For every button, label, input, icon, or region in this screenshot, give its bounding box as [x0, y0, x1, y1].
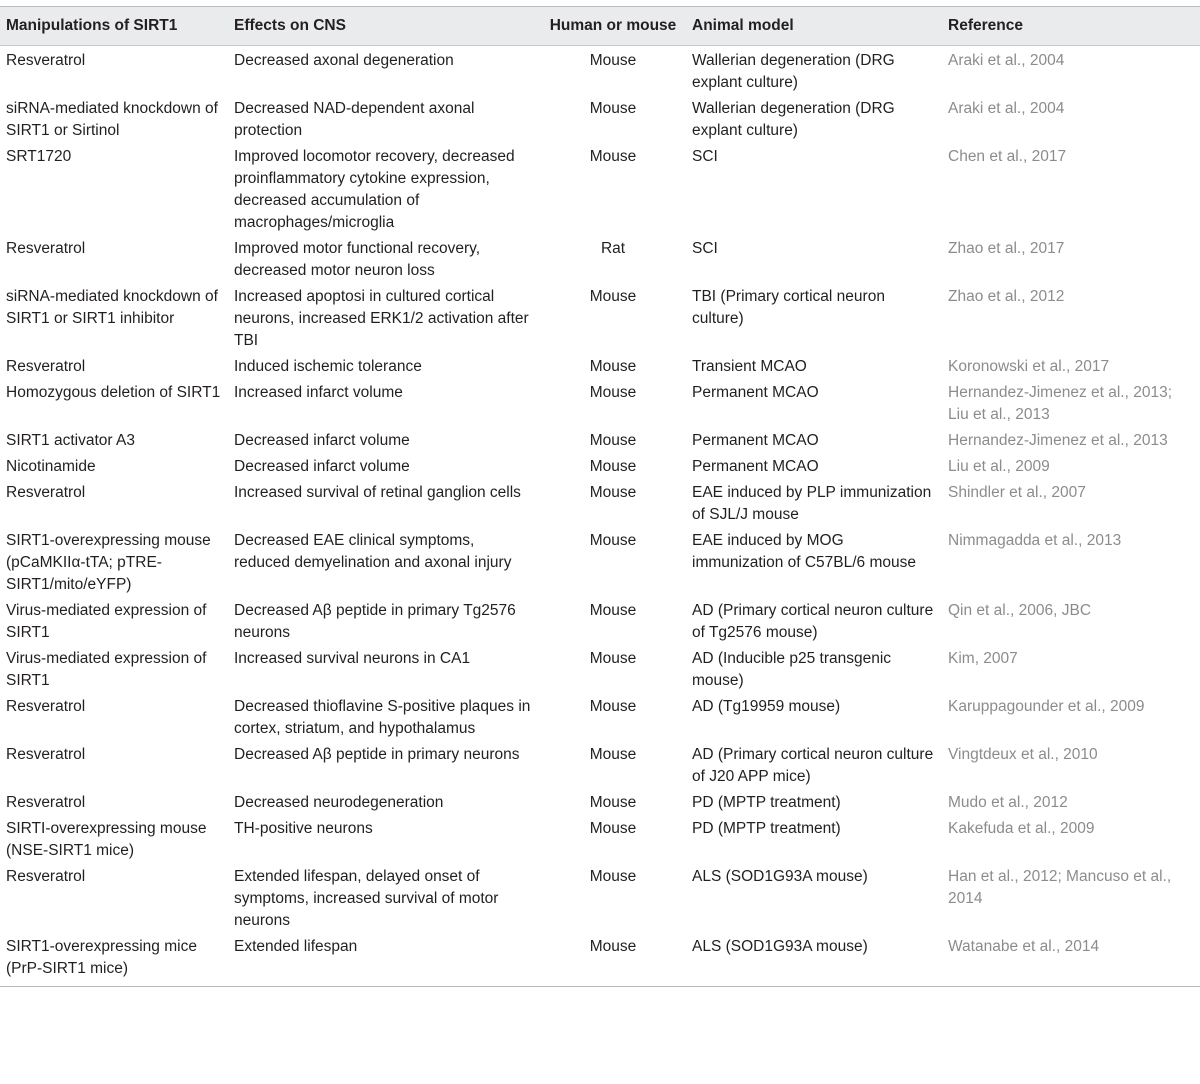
- cell-reference[interactable]: Liu et al., 2009: [948, 458, 1050, 475]
- cell-animal-model: AD (Primary cortical neuron culture of J20 APP mice): [692, 746, 934, 785]
- cell-species: Mouse: [589, 148, 637, 165]
- cell-manipulation: Resveratrol: [6, 868, 86, 885]
- cell-effect: Extended lifespan: [234, 938, 358, 955]
- cell-effect: Decreased Aβ peptide in primary neurons: [234, 746, 520, 763]
- header-species: Human or mouse: [540, 7, 686, 46]
- cell-effect: Decreased infarct volume: [234, 432, 410, 449]
- cell-animal-model: Wallerian degeneration (DRG explant culture): [692, 52, 895, 91]
- cell-animal-model: ALS (SOD1G93A mouse): [692, 868, 868, 885]
- cell-manipulation: Resveratrol: [6, 484, 86, 501]
- cell-species: Mouse: [589, 432, 637, 449]
- cell-species: Rat: [600, 240, 626, 257]
- sirt1-table-container: [0, 6, 1200, 987]
- cell-manipulation: SIRT1 activator A3: [6, 432, 135, 449]
- table-row: [0, 788, 1200, 814]
- header-row: [0, 7, 1200, 46]
- cell-animal-model: Wallerian degeneration (DRG explant culture): [692, 100, 895, 139]
- cell-manipulation: SIRTI-overexpressing mouse (NSE-SIRT1 mice): [6, 820, 207, 859]
- cell-reference[interactable]: Hernandez-Jimenez et al., 2013: [948, 432, 1168, 449]
- cell-species: Mouse: [589, 384, 637, 401]
- cell-effect: Increased survival neurons in CA1: [234, 650, 471, 667]
- header-effects: Effects on CNS: [228, 7, 540, 46]
- cell-reference[interactable]: Qin et al., 2006, JBC: [948, 602, 1092, 619]
- table-row: [0, 426, 1200, 452]
- cell-manipulation: siRNA-mediated knockdown of SIRT1 or SIRT1 inhibitor: [6, 288, 218, 327]
- header-manipulations: Manipulations of SIRT1: [0, 7, 228, 46]
- cell-effect: Decreased axonal degeneration: [234, 52, 454, 69]
- cell-animal-model: EAE induced by PLP immunization of SJL/J mouse: [692, 484, 932, 523]
- cell-manipulation: Virus-mediated expression of SIRT1: [6, 650, 207, 689]
- table-row: [0, 862, 1200, 932]
- sirt1-manipulations-table: [0, 6, 1200, 986]
- cell-reference[interactable]: Mudo et al., 2012: [948, 794, 1068, 811]
- cell-animal-model: AD (Tg19959 mouse): [692, 698, 841, 715]
- cell-effect: Induced ischemic tolerance: [234, 358, 422, 375]
- cell-reference[interactable]: Watanabe et al., 2014: [948, 938, 1100, 955]
- cell-species: Mouse: [589, 484, 637, 501]
- cell-manipulation: Resveratrol: [6, 746, 86, 763]
- cell-reference[interactable]: Zhao et al., 2012: [948, 288, 1065, 305]
- cell-manipulation: Homozygous deletion of SIRT1: [6, 384, 221, 401]
- cell-effect: Increased survival of retinal ganglion cells: [234, 484, 521, 501]
- cell-manipulation: Resveratrol: [6, 52, 86, 69]
- cell-species: Mouse: [589, 746, 637, 763]
- cell-reference[interactable]: Han et al., 2012; Mancuso et al., 2014: [948, 868, 1172, 907]
- cell-reference[interactable]: Araki et al., 2004: [948, 100, 1065, 117]
- cell-reference[interactable]: Karuppagounder et al., 2009: [948, 698, 1145, 715]
- table-row: [0, 740, 1200, 788]
- cell-reference[interactable]: Vingtdeux et al., 2010: [948, 746, 1098, 763]
- cell-animal-model: ALS (SOD1G93A mouse): [692, 938, 868, 955]
- cell-effect: Extended lifespan, delayed onset of symptoms, increased survival of motor neurons: [234, 868, 499, 929]
- table-row: [0, 234, 1200, 282]
- table-row: [0, 692, 1200, 740]
- cell-reference[interactable]: Koronowski et al., 2017: [948, 358, 1110, 375]
- cell-effect: Improved motor functional recovery, decreased motor neuron loss: [234, 240, 481, 279]
- cell-species: Mouse: [589, 100, 637, 117]
- cell-species: Mouse: [589, 650, 637, 667]
- cell-animal-model: PD (MPTP treatment): [692, 820, 841, 837]
- cell-reference[interactable]: Shindler et al., 2007: [948, 484, 1086, 501]
- cell-species: Mouse: [589, 288, 637, 305]
- cell-manipulation: Virus-mediated expression of SIRT1: [6, 602, 207, 641]
- cell-species: Mouse: [589, 358, 637, 375]
- table-row: [0, 378, 1200, 426]
- cell-effect: Increased infarct volume: [234, 384, 403, 401]
- cell-animal-model: SCI: [692, 240, 718, 257]
- cell-effect: Decreased NAD-dependent axonal protection: [234, 100, 475, 139]
- cell-effect: Decreased neurodegeneration: [234, 794, 444, 811]
- header-reference: Reference: [942, 7, 1200, 46]
- cell-animal-model: TBI (Primary cortical neuron culture): [692, 288, 885, 327]
- cell-effect: Decreased thioflavine S-positive plaques in cortex, striatum, and hypothalamus: [234, 698, 531, 737]
- cell-manipulation: Resveratrol: [6, 240, 86, 257]
- cell-effect: Decreased Aβ peptide in primary Tg2576 neurons: [234, 602, 516, 641]
- table-row: [0, 814, 1200, 862]
- cell-manipulation: SRT1720: [6, 148, 72, 165]
- table-header: [0, 7, 1200, 46]
- cell-species: Mouse: [589, 698, 637, 715]
- cell-animal-model: Transient MCAO: [692, 358, 807, 375]
- table-bottom-rule: [0, 986, 1200, 987]
- cell-manipulation: Nicotinamide: [6, 458, 96, 475]
- cell-manipulation: Resveratrol: [6, 358, 86, 375]
- table-row: [0, 526, 1200, 596]
- cell-species: Mouse: [589, 532, 637, 549]
- header-animal-model: Animal model: [686, 7, 942, 46]
- table-row: [0, 452, 1200, 478]
- table-row: [0, 46, 1200, 95]
- cell-species: Mouse: [589, 820, 637, 837]
- cell-species: Mouse: [589, 52, 637, 69]
- cell-species: Mouse: [589, 602, 637, 619]
- table-row: [0, 596, 1200, 644]
- cell-effect: Decreased EAE clinical symptoms, reduced demyelination and axonal injury: [234, 532, 512, 571]
- cell-species: Mouse: [589, 868, 637, 885]
- table-row: [0, 282, 1200, 352]
- cell-animal-model: Permanent MCAO: [692, 432, 819, 449]
- cell-species: Mouse: [589, 794, 637, 811]
- cell-animal-model: EAE induced by MOG immunization of C57BL/6 mouse: [692, 532, 917, 571]
- table-row: [0, 94, 1200, 142]
- cell-manipulation: Resveratrol: [6, 794, 86, 811]
- table-body: [0, 46, 1200, 987]
- cell-manipulation: siRNA-mediated knockdown of SIRT1 or Sirtinol: [6, 100, 218, 139]
- cell-effect: TH-positive neurons: [234, 820, 373, 837]
- cell-reference[interactable]: Nimmagadda et al., 2013: [948, 532, 1122, 549]
- table-row: [0, 142, 1200, 234]
- cell-manipulation: SIRT1-overexpressing mouse (pCaMKIIα-tTA; pTRE-SIRT1/mito/eYFP): [6, 532, 211, 593]
- cell-animal-model: PD (MPTP treatment): [692, 794, 841, 811]
- cell-effect: Increased apoptosi in cultured cortical neurons, increased ERK1/2 activation after TBI: [234, 288, 529, 349]
- cell-species: Mouse: [589, 938, 637, 955]
- cell-reference[interactable]: Hernandez-Jimenez et al., 2013; Liu et al., 2013: [948, 384, 1173, 423]
- cell-animal-model: AD (Inducible p25 transgenic mouse): [692, 650, 892, 689]
- cell-reference[interactable]: Chen et al., 2017: [948, 148, 1067, 165]
- cell-animal-model: Permanent MCAO: [692, 384, 819, 401]
- cell-reference[interactable]: Araki et al., 2004: [948, 52, 1065, 69]
- cell-animal-model: SCI: [692, 148, 718, 165]
- cell-reference[interactable]: Zhao et al., 2017: [948, 240, 1065, 257]
- table-row: [0, 352, 1200, 378]
- table-row: [0, 478, 1200, 526]
- table-row: [0, 932, 1200, 986]
- cell-animal-model: Permanent MCAO: [692, 458, 819, 475]
- cell-manipulation: SIRT1-overexpressing mice (PrP-SIRT1 mice): [6, 938, 197, 977]
- cell-effect: Improved locomotor recovery, decreased proinflammatory cytokine expression, decreased accumulation of macrophages/microglia: [234, 148, 515, 231]
- cell-species: Mouse: [589, 458, 637, 475]
- cell-animal-model: AD (Primary cortical neuron culture of Tg2576 mouse): [692, 602, 934, 641]
- cell-effect: Decreased infarct volume: [234, 458, 410, 475]
- cell-manipulation: Resveratrol: [6, 698, 86, 715]
- cell-reference[interactable]: Kakefuda et al., 2009: [948, 820, 1095, 837]
- cell-reference[interactable]: Kim, 2007: [948, 650, 1018, 667]
- table-row: [0, 644, 1200, 692]
